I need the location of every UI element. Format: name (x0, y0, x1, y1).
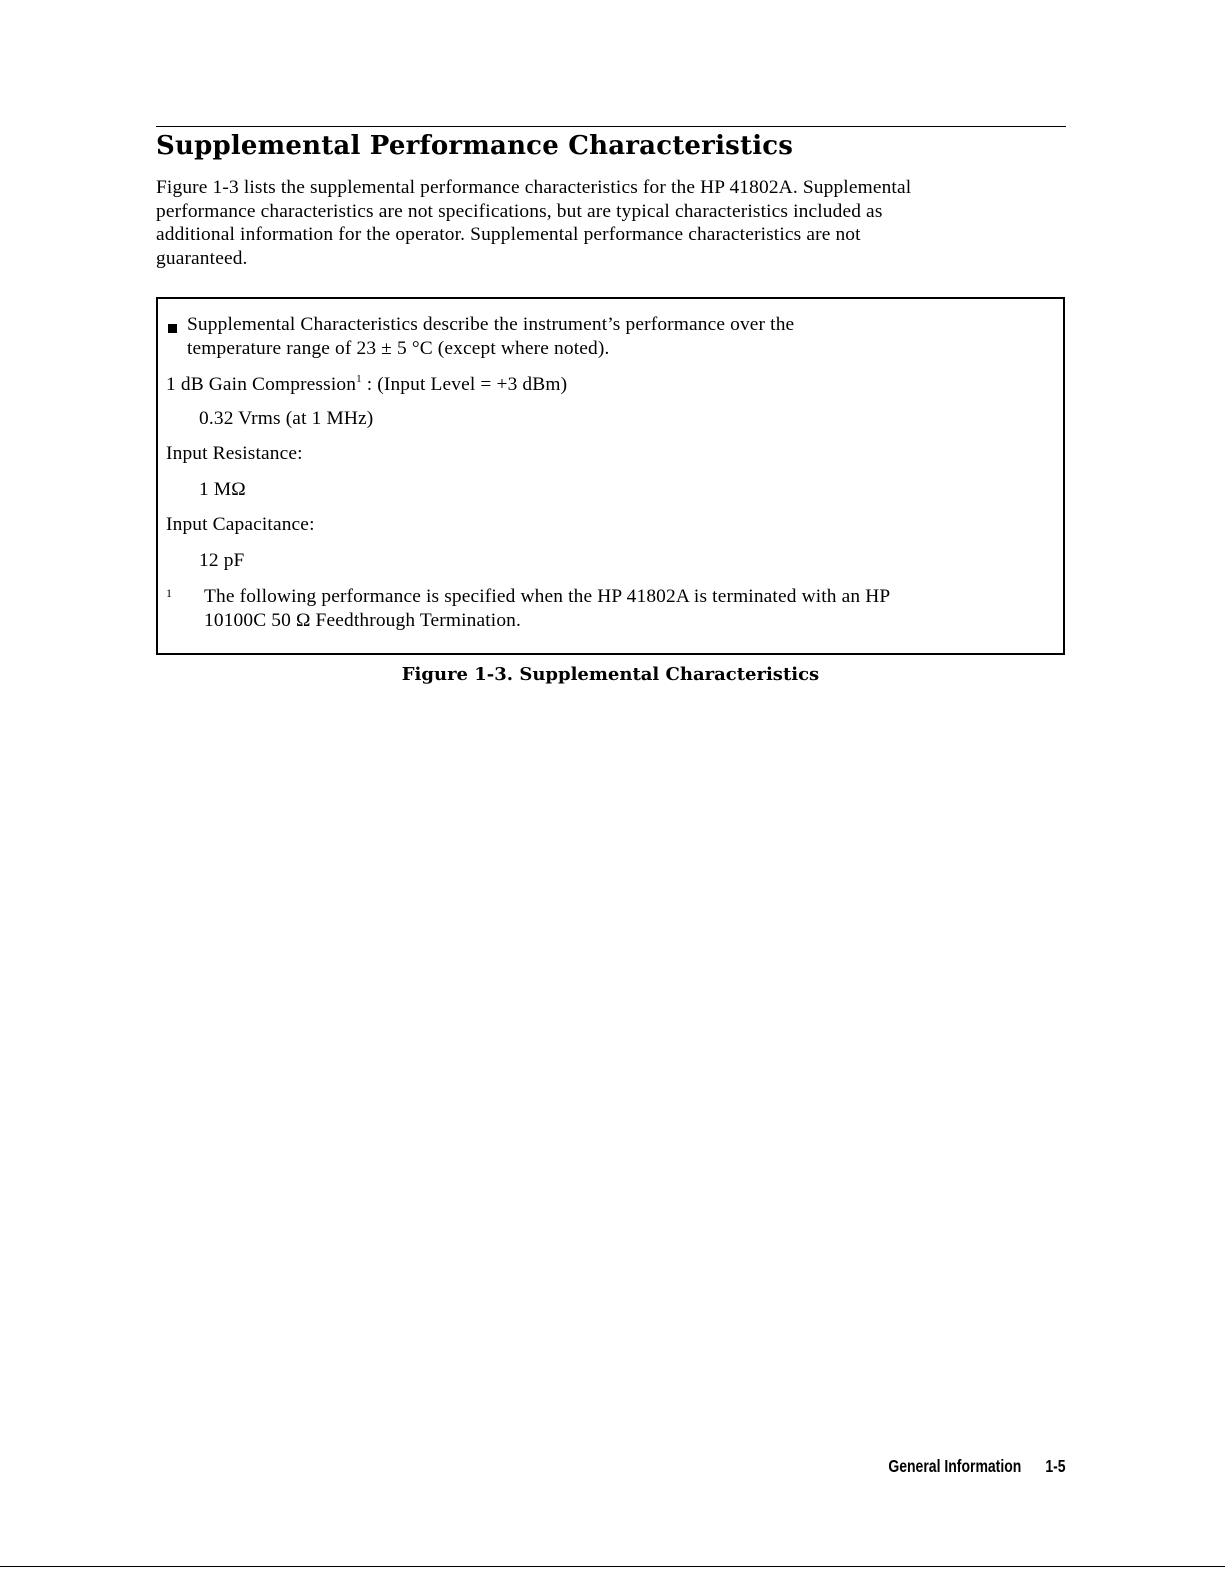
gain-compression-heading (166, 373, 567, 396)
supplemental-characteristics-figure (156, 297, 1065, 655)
gain-compression-label: 1 dB Gain Compression (166, 374, 357, 395)
input-capacitance-label: Input Capacitance: (166, 514, 315, 535)
section-top-rule (156, 126, 1066, 127)
footer-section-name: General Information (888, 1456, 1022, 1476)
footnote-text-line: The following performance is specified when the HP 41802A is terminated with an HP (204, 586, 891, 607)
intro-line: additional information for the operator. Supplemental performance characteristics are not (156, 224, 861, 246)
page-bottom-rule (0, 1566, 1225, 1567)
intro-paragraph (156, 176, 1066, 271)
intro-line: performance characteristics are not specifications, but are typical characteristics included as (156, 200, 883, 222)
gain-compression-value: 0.32 Vrms (at 1 MHz) (199, 408, 374, 429)
intro-line: Figure 1-3 lists the supplemental performance characteristics for the HP 41802A. Supplemental (156, 177, 912, 198)
bullet-square-icon (168, 324, 177, 333)
input-capacitance-value: 12 pF (199, 550, 245, 571)
intro-line: guaranteed. (156, 248, 248, 270)
gain-compression-condition: : (Input Level = +3 dBm) (361, 374, 568, 395)
section-title: Supplemental Performance Characteristics (156, 131, 794, 161)
input-resistance-label: Input Resistance: (166, 443, 303, 464)
figure-caption: Figure 1-3. Supplemental Characteristics (401, 664, 820, 685)
footnote-text-line: 10100C 50 Ω Feedthrough Termination. (204, 610, 522, 631)
input-resistance-value: 1 MΩ (199, 479, 246, 500)
page-footer (889, 1456, 1066, 1477)
footnote-reference: 1 (356, 373, 362, 385)
footer-page-number: 1-5 (1045, 1456, 1066, 1476)
bullet-text-line: Supplemental Characteristics describe the instrument’s performance over the (187, 314, 795, 335)
bullet-text-line: temperature range of 23 ± 5 °C (except where noted). (187, 338, 610, 359)
footnote-mark: 1 (166, 586, 173, 600)
